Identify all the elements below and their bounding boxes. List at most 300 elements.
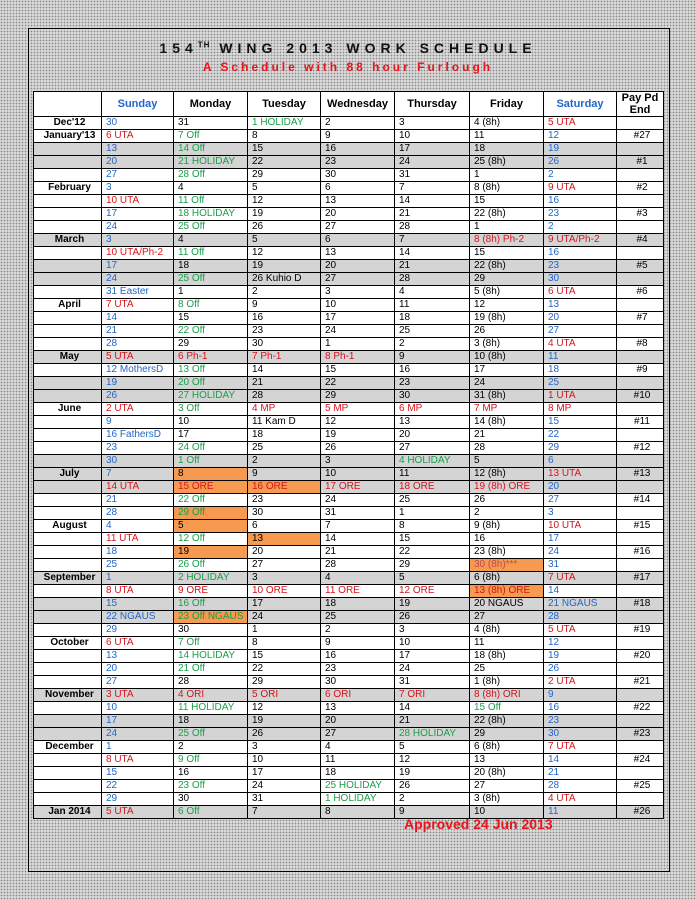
day-cell: 12 bbox=[470, 299, 544, 312]
day-cell: 10 bbox=[470, 806, 544, 819]
pay-period-cell bbox=[617, 715, 664, 728]
day-cell: 28 bbox=[544, 780, 617, 793]
month-header bbox=[34, 92, 102, 117]
day-cell: 4 bbox=[102, 520, 174, 533]
day-cell: 17 bbox=[395, 650, 470, 663]
day-cell: 26 bbox=[248, 728, 321, 741]
pay-period-cell: #8 bbox=[617, 338, 664, 351]
day-cell: 12 bbox=[248, 195, 321, 208]
day-cell: 29 bbox=[102, 624, 174, 637]
day-cell: 22 (8h) bbox=[470, 715, 544, 728]
day-cell: 2 bbox=[321, 624, 395, 637]
month-label bbox=[34, 286, 102, 299]
day-cell: 11 bbox=[544, 806, 617, 819]
day-cell: 17 bbox=[544, 533, 617, 546]
day-cell: 30 bbox=[174, 793, 248, 806]
pay-period-cell bbox=[617, 377, 664, 390]
day-cell: 18 bbox=[395, 312, 470, 325]
month-label: March bbox=[34, 234, 102, 247]
day-cell: 27 bbox=[544, 325, 617, 338]
day-cell: 14 Off bbox=[174, 143, 248, 156]
day-cell: 25 bbox=[470, 663, 544, 676]
day-cell: 1 bbox=[102, 572, 174, 585]
day-cell: 13 bbox=[102, 143, 174, 156]
day-cell: 4 bbox=[174, 182, 248, 195]
day-cell: 23 bbox=[395, 377, 470, 390]
day-cell: 16 bbox=[248, 312, 321, 325]
day-cell: 3 bbox=[395, 624, 470, 637]
month-label: October bbox=[34, 637, 102, 650]
month-label bbox=[34, 533, 102, 546]
day-cell: 8 (8h) Ph-2 bbox=[470, 234, 544, 247]
thursday-header: Thursday bbox=[395, 92, 470, 117]
day-cell: 4 bbox=[321, 741, 395, 754]
day-cell: 13 bbox=[248, 533, 321, 546]
day-cell: 21 bbox=[470, 429, 544, 442]
pay-period-cell bbox=[617, 741, 664, 754]
header-row bbox=[34, 92, 664, 117]
day-cell: 22 bbox=[248, 156, 321, 169]
day-cell: 31 bbox=[174, 117, 248, 130]
day-cell: 20 bbox=[248, 546, 321, 559]
day-cell: 21 bbox=[321, 546, 395, 559]
day-cell: 25 (8h) bbox=[470, 156, 544, 169]
day-cell: 3 bbox=[395, 117, 470, 130]
day-cell: 8 bbox=[321, 806, 395, 819]
day-cell: 2 bbox=[395, 338, 470, 351]
day-cell: 17 bbox=[102, 715, 174, 728]
month-label bbox=[34, 325, 102, 338]
month-label: August bbox=[34, 520, 102, 533]
day-cell: 13 bbox=[321, 247, 395, 260]
day-cell: 5 ORI bbox=[248, 689, 321, 702]
day-cell: 13 Off bbox=[174, 364, 248, 377]
day-cell: 15 ORE bbox=[174, 481, 248, 494]
month-label bbox=[34, 273, 102, 286]
day-cell: 3 bbox=[321, 455, 395, 468]
day-cell: 10 bbox=[321, 468, 395, 481]
day-cell: 23 bbox=[321, 663, 395, 676]
pay-period-cell: #17 bbox=[617, 572, 664, 585]
day-cell: 13 (8h) ORE bbox=[470, 585, 544, 598]
friday-header: Friday bbox=[470, 92, 544, 117]
schedule-row bbox=[34, 637, 664, 650]
schedule-row bbox=[34, 715, 664, 728]
day-cell: 23 Off bbox=[174, 780, 248, 793]
day-cell: 24 bbox=[102, 221, 174, 234]
day-cell: 31 Easter bbox=[102, 286, 174, 299]
day-cell: 22 (8h) bbox=[470, 208, 544, 221]
month-label bbox=[34, 793, 102, 806]
month-label bbox=[34, 156, 102, 169]
schedule-row bbox=[34, 650, 664, 663]
pay-period-cell: #15 bbox=[617, 520, 664, 533]
month-label bbox=[34, 455, 102, 468]
day-cell: 8 (8h) ORI bbox=[470, 689, 544, 702]
day-cell: 19 bbox=[544, 650, 617, 663]
month-label bbox=[34, 494, 102, 507]
day-cell: 28 bbox=[102, 507, 174, 520]
day-cell: 25 bbox=[395, 325, 470, 338]
day-cell: 25 bbox=[544, 377, 617, 390]
day-cell: 2 bbox=[248, 286, 321, 299]
day-cell: 12 bbox=[544, 130, 617, 143]
day-cell: 8 Ph-1 bbox=[321, 351, 395, 364]
schedule-row bbox=[34, 572, 664, 585]
month-label bbox=[34, 260, 102, 273]
day-cell: 15 bbox=[102, 598, 174, 611]
month-label bbox=[34, 507, 102, 520]
day-cell: 2 bbox=[174, 741, 248, 754]
day-cell: 12 bbox=[544, 637, 617, 650]
schedule-row bbox=[34, 429, 664, 442]
day-cell: 18 bbox=[174, 715, 248, 728]
day-cell: 25 bbox=[248, 442, 321, 455]
day-cell: 20 bbox=[321, 260, 395, 273]
day-cell: 17 bbox=[248, 767, 321, 780]
day-cell: 28 bbox=[174, 676, 248, 689]
month-label bbox=[34, 481, 102, 494]
day-cell: 6 Ph-1 bbox=[174, 351, 248, 364]
schedule-row bbox=[34, 767, 664, 780]
day-cell: 5 (8h) bbox=[470, 286, 544, 299]
day-cell: 1 bbox=[395, 507, 470, 520]
day-cell: 23 bbox=[544, 260, 617, 273]
day-cell: 4 (8h) bbox=[470, 624, 544, 637]
day-cell: 19 bbox=[395, 598, 470, 611]
day-cell: 20 bbox=[395, 429, 470, 442]
day-cell: 23 bbox=[248, 325, 321, 338]
month-label: February bbox=[34, 182, 102, 195]
day-cell: 11 Off bbox=[174, 247, 248, 260]
pay-period-cell: #12 bbox=[617, 442, 664, 455]
pay-period-cell: #19 bbox=[617, 624, 664, 637]
day-cell: 14 HOLIDAY bbox=[174, 650, 248, 663]
day-cell: 2 bbox=[321, 117, 395, 130]
day-cell: 17 bbox=[102, 208, 174, 221]
day-cell: 7 bbox=[248, 806, 321, 819]
day-cell: 9 bbox=[395, 806, 470, 819]
schedule-row bbox=[34, 689, 664, 702]
pay-period-cell: #24 bbox=[617, 754, 664, 767]
day-cell: 16 bbox=[321, 143, 395, 156]
month-label bbox=[34, 208, 102, 221]
pay-period-cell bbox=[617, 611, 664, 624]
schedule-row bbox=[34, 442, 664, 455]
day-cell: 8 bbox=[248, 130, 321, 143]
day-cell: 12 bbox=[248, 702, 321, 715]
day-cell: 1 HOLIDAY bbox=[321, 793, 395, 806]
day-cell: 26 Kuhio D bbox=[248, 273, 321, 286]
day-cell: 24 bbox=[248, 780, 321, 793]
schedule-row bbox=[34, 507, 664, 520]
day-cell: 16 bbox=[544, 702, 617, 715]
schedule-row bbox=[34, 390, 664, 403]
day-cell: 5 bbox=[395, 572, 470, 585]
day-cell: 3 bbox=[248, 741, 321, 754]
pay-period-cell: #23 bbox=[617, 728, 664, 741]
day-cell: 2 bbox=[544, 169, 617, 182]
day-cell: 26 bbox=[321, 442, 395, 455]
day-cell: 23 (8h) bbox=[470, 546, 544, 559]
day-cell: 13 bbox=[395, 416, 470, 429]
day-cell: 18 bbox=[470, 143, 544, 156]
schedule-row bbox=[34, 195, 664, 208]
day-cell: 26 bbox=[470, 494, 544, 507]
day-cell: 9 bbox=[544, 689, 617, 702]
day-cell: 18 bbox=[248, 429, 321, 442]
day-cell: 21 HOLIDAY bbox=[174, 156, 248, 169]
day-cell: 29 bbox=[321, 390, 395, 403]
day-cell: 7 ORI bbox=[395, 689, 470, 702]
month-label bbox=[34, 611, 102, 624]
schedule-row bbox=[34, 169, 664, 182]
schedule-row bbox=[34, 793, 664, 806]
day-cell: 6 bbox=[321, 234, 395, 247]
day-cell: 4 bbox=[174, 234, 248, 247]
day-cell: 26 bbox=[395, 780, 470, 793]
day-cell: 30 bbox=[248, 338, 321, 351]
schedule-row bbox=[34, 247, 664, 260]
day-cell: 24 bbox=[544, 546, 617, 559]
day-cell: 19 bbox=[321, 429, 395, 442]
day-cell: 17 bbox=[174, 429, 248, 442]
pay-period-cell: #9 bbox=[617, 364, 664, 377]
day-cell: 10 ORE bbox=[248, 585, 321, 598]
day-cell: 19 bbox=[248, 260, 321, 273]
day-cell: 1 bbox=[174, 286, 248, 299]
day-cell: 6 (8h) bbox=[470, 741, 544, 754]
day-cell: 28 bbox=[102, 338, 174, 351]
day-cell: 3 bbox=[102, 234, 174, 247]
day-cell: 4 MP bbox=[248, 403, 321, 416]
day-cell: 7 Off bbox=[174, 130, 248, 143]
day-cell: 15 bbox=[102, 767, 174, 780]
day-cell: 27 bbox=[102, 676, 174, 689]
month-label bbox=[34, 247, 102, 260]
day-cell: 28 bbox=[395, 221, 470, 234]
month-label bbox=[34, 377, 102, 390]
month-label bbox=[34, 585, 102, 598]
day-cell: 29 bbox=[248, 676, 321, 689]
month-label bbox=[34, 416, 102, 429]
day-cell: 22 bbox=[395, 546, 470, 559]
day-cell: 19 bbox=[395, 767, 470, 780]
day-cell: 6 bbox=[321, 182, 395, 195]
day-cell: 3 Off bbox=[174, 403, 248, 416]
day-cell: 7 UTA bbox=[544, 741, 617, 754]
day-cell: 20 bbox=[544, 312, 617, 325]
day-cell: 27 bbox=[248, 559, 321, 572]
day-cell: 14 bbox=[321, 533, 395, 546]
pay-period-cell bbox=[617, 559, 664, 572]
schedule-row bbox=[34, 130, 664, 143]
day-cell: 13 bbox=[544, 299, 617, 312]
page-title: 154TH WING 2013 WORK SCHEDULE bbox=[159, 40, 537, 56]
day-cell: 16 bbox=[544, 195, 617, 208]
pay-period-cell: #4 bbox=[617, 234, 664, 247]
day-cell: 8 bbox=[174, 468, 248, 481]
day-cell: 10 UTA/Ph-2 bbox=[102, 247, 174, 260]
day-cell: 2 bbox=[470, 507, 544, 520]
day-cell: 15 bbox=[248, 650, 321, 663]
schedule-row bbox=[34, 455, 664, 468]
day-cell: 27 bbox=[321, 221, 395, 234]
month-label: Jan 2014 bbox=[34, 806, 102, 819]
pay-period-cell bbox=[617, 429, 664, 442]
day-cell: 16 bbox=[395, 364, 470, 377]
month-label bbox=[34, 650, 102, 663]
day-cell: 29 bbox=[174, 338, 248, 351]
day-cell: 29 bbox=[395, 559, 470, 572]
day-cell: 6 (8h) bbox=[470, 572, 544, 585]
pay-period-cell: #6 bbox=[617, 286, 664, 299]
month-label bbox=[34, 780, 102, 793]
day-cell: 22 NGAUS bbox=[102, 611, 174, 624]
day-cell: 2 bbox=[248, 455, 321, 468]
day-cell: 22 bbox=[544, 429, 617, 442]
month-label bbox=[34, 546, 102, 559]
pay-period-cell: #18 bbox=[617, 598, 664, 611]
day-cell: 24 bbox=[321, 325, 395, 338]
day-cell: 15 Off bbox=[470, 702, 544, 715]
page-subtitle: A Schedule with 88 hour Furlough bbox=[202, 60, 494, 74]
schedule-row bbox=[34, 702, 664, 715]
day-cell: 20 bbox=[321, 208, 395, 221]
day-cell: 19 bbox=[102, 377, 174, 390]
schedule-row bbox=[34, 221, 664, 234]
day-cell: 19 (8h) ORE bbox=[470, 481, 544, 494]
month-label bbox=[34, 429, 102, 442]
month-label bbox=[34, 442, 102, 455]
day-cell: 4 HOLIDAY bbox=[395, 455, 470, 468]
day-cell: 20 bbox=[102, 663, 174, 676]
month-label: December bbox=[34, 741, 102, 754]
pay-period-cell bbox=[617, 195, 664, 208]
schedule-row bbox=[34, 728, 664, 741]
pay-period-cell bbox=[617, 481, 664, 494]
schedule-row bbox=[34, 117, 664, 130]
day-cell: 31 bbox=[248, 793, 321, 806]
day-cell: 26 bbox=[544, 156, 617, 169]
day-cell: 13 UTA bbox=[544, 468, 617, 481]
schedule-row bbox=[34, 780, 664, 793]
pay-period-cell: #16 bbox=[617, 546, 664, 559]
day-cell: 21 bbox=[395, 260, 470, 273]
pay-period-cell bbox=[617, 663, 664, 676]
day-cell: 30 bbox=[321, 169, 395, 182]
month-label: May bbox=[34, 351, 102, 364]
month-label: April bbox=[34, 299, 102, 312]
day-cell: 24 bbox=[395, 156, 470, 169]
day-cell: 5 bbox=[470, 455, 544, 468]
schedule-row bbox=[34, 299, 664, 312]
month-label bbox=[34, 390, 102, 403]
day-cell: 15 bbox=[248, 143, 321, 156]
pay-period-cell bbox=[617, 637, 664, 650]
schedule-row bbox=[34, 806, 664, 819]
day-cell: 24 bbox=[470, 377, 544, 390]
day-cell: 28 Off bbox=[174, 169, 248, 182]
pay-period-cell bbox=[617, 143, 664, 156]
schedule-row bbox=[34, 494, 664, 507]
day-cell: 2 UTA bbox=[544, 676, 617, 689]
day-cell: 16 bbox=[544, 247, 617, 260]
day-cell: 11 UTA bbox=[102, 533, 174, 546]
day-cell: 30 bbox=[174, 624, 248, 637]
day-cell: 24 Off bbox=[174, 442, 248, 455]
schedule-row bbox=[34, 741, 664, 754]
day-cell: 10 bbox=[174, 416, 248, 429]
day-cell: 6 bbox=[544, 455, 617, 468]
pay-period-cell bbox=[617, 169, 664, 182]
day-cell: 23 bbox=[544, 715, 617, 728]
day-cell: 6 UTA bbox=[544, 286, 617, 299]
day-cell: 18 bbox=[321, 767, 395, 780]
schedule-row bbox=[34, 312, 664, 325]
day-cell: 17 bbox=[248, 598, 321, 611]
day-cell: 26 bbox=[544, 663, 617, 676]
day-cell: 26 Off bbox=[174, 559, 248, 572]
day-cell: 25 bbox=[102, 559, 174, 572]
pay-period-cell bbox=[617, 325, 664, 338]
day-cell: 27 bbox=[544, 494, 617, 507]
day-cell: 11 Off bbox=[174, 195, 248, 208]
day-cell: 21 bbox=[102, 494, 174, 507]
day-cell: 16 FathersD bbox=[102, 429, 174, 442]
day-cell: 10 bbox=[248, 754, 321, 767]
day-cell: 11 Kam D bbox=[248, 416, 321, 429]
day-cell: 25 bbox=[321, 611, 395, 624]
schedule-table bbox=[33, 91, 664, 819]
pay-period-cell: #22 bbox=[617, 702, 664, 715]
day-cell: 26 bbox=[470, 325, 544, 338]
day-cell: 9 bbox=[321, 130, 395, 143]
day-cell: 27 bbox=[470, 780, 544, 793]
day-cell: 7 bbox=[321, 520, 395, 533]
day-cell: 13 bbox=[321, 702, 395, 715]
day-cell: 28 bbox=[321, 559, 395, 572]
month-label bbox=[34, 715, 102, 728]
day-cell: 12 (8h) bbox=[470, 468, 544, 481]
day-cell: 27 bbox=[395, 442, 470, 455]
day-cell: 20 bbox=[544, 481, 617, 494]
day-cell: 18 (8h) bbox=[470, 650, 544, 663]
day-cell: 28 bbox=[248, 390, 321, 403]
day-cell: 3 UTA bbox=[102, 689, 174, 702]
day-cell: 15 bbox=[544, 416, 617, 429]
day-cell: 20 bbox=[102, 156, 174, 169]
day-cell: 8 UTA bbox=[102, 585, 174, 598]
day-cell: 16 Off bbox=[174, 598, 248, 611]
day-cell: 19 bbox=[248, 208, 321, 221]
day-cell: 7 bbox=[395, 182, 470, 195]
day-cell: 12 MothersD bbox=[102, 364, 174, 377]
day-cell: 4 bbox=[321, 572, 395, 585]
schedule-row bbox=[34, 156, 664, 169]
day-cell: 10 bbox=[395, 130, 470, 143]
day-cell: 21 bbox=[248, 377, 321, 390]
month-label bbox=[34, 364, 102, 377]
schedule-row bbox=[34, 260, 664, 273]
day-cell: 8 (8h) bbox=[470, 182, 544, 195]
day-cell: 6 MP bbox=[395, 403, 470, 416]
day-cell: 3 bbox=[321, 286, 395, 299]
day-cell: 13 bbox=[470, 754, 544, 767]
day-cell: 23 bbox=[321, 156, 395, 169]
schedule-row bbox=[34, 286, 664, 299]
day-cell: 26 bbox=[248, 221, 321, 234]
